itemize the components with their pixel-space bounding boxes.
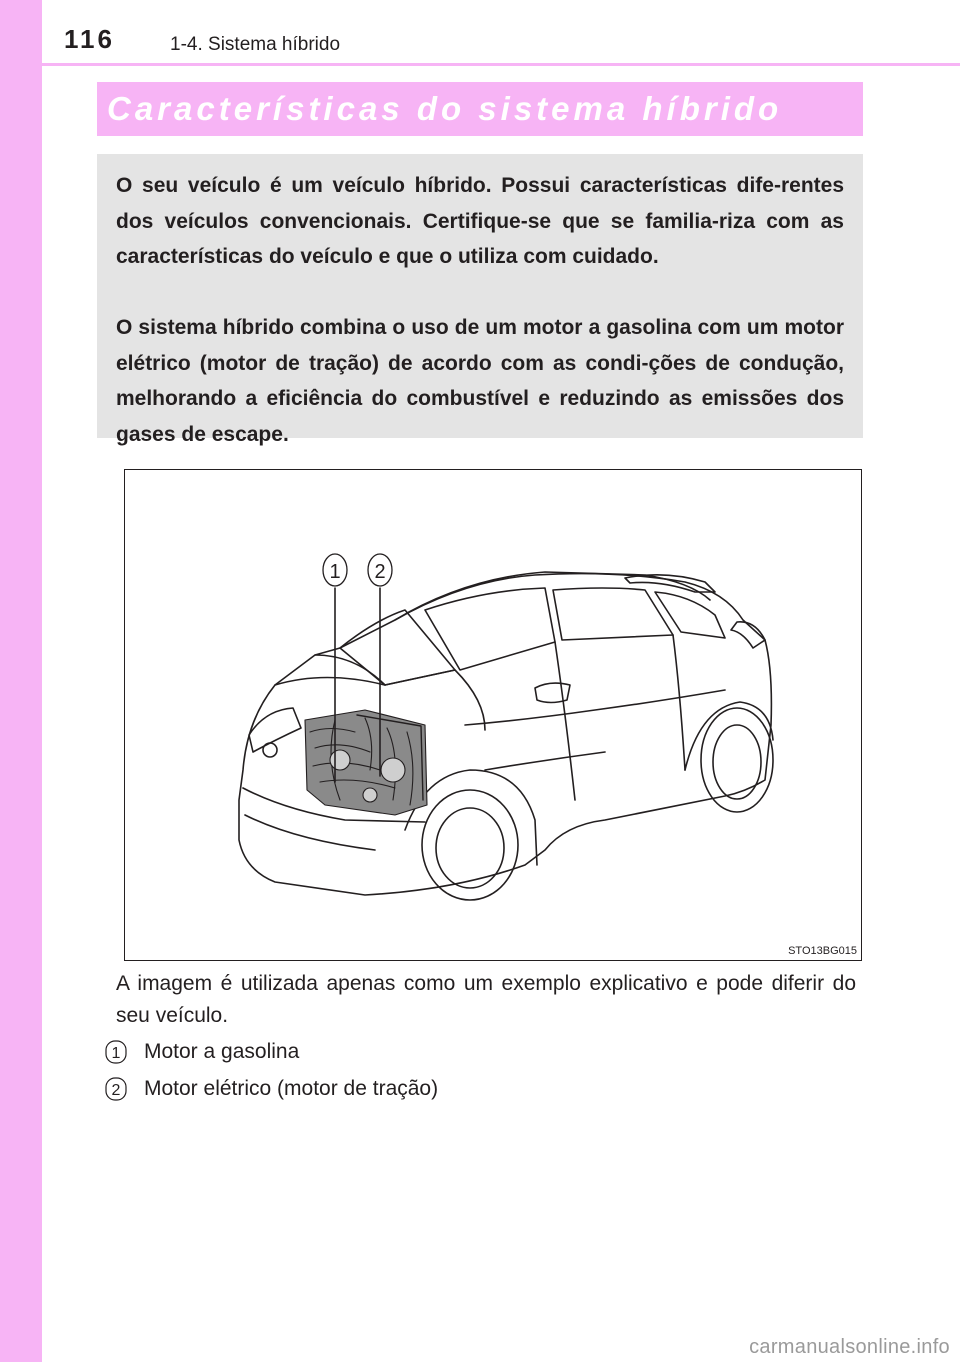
car-rear-window [655,592,725,638]
legend-1-label: Motor a gasolina [144,1040,300,1063]
page-number: 116 [64,24,115,54]
rear-wheel-rim [713,725,761,799]
car-door-line [555,642,575,800]
car-roof-line [395,572,710,620]
car-illustration [125,470,861,960]
rear-wheel [701,708,773,812]
callout-1-number: 1 [329,561,341,583]
section-title: Características do sistema híbrido [107,90,783,127]
svg-text:1: 1 [111,1045,121,1062]
watermark: carmanualsonline.info [749,1336,950,1358]
figure-caption: A imagem é utilizada apenas como um exemplo explicativo e pode diferir do seu veículo. [116,972,856,1027]
intro-box [97,154,863,446]
rear-wheel-arch [685,702,773,770]
chapter-heading: 1-4. Sistema híbrido [170,34,341,55]
legend-2-label: Motor elétrico (motor de tração) [144,1077,439,1100]
header-rule [42,63,960,66]
section-title-bar [97,82,863,136]
callout-2-number: 2 [374,561,386,583]
engine-assembly [305,710,427,815]
car-side-window-rear [553,588,673,640]
legend-2-badge [105,1077,127,1101]
side-tab-strip [0,0,42,1362]
figure-code: STO13BG015 [788,945,857,957]
intro-paragraph-2: O sistema híbrido combina o uso de um motor a gasolina com um motor elétrico (motor de tração) de acordo com as condi-ções de condução, melhorando a eficiência do combustível e reduzindo as emissões dos gases de escape. [116,316,844,446]
front-wheel-rim [436,808,504,888]
car-fog-light [263,743,277,757]
hybrid-car-figure [124,469,862,961]
intro-paragraph-1: O seu veículo é um veículo híbrido. Possui características dife-rentes dos veículos convencionais. Certifique-se que se familia-riza com as características do veículo e que o utiliza com cuidado. [116,174,844,268]
car-mirror [535,683,570,702]
legend-1-badge [105,1040,127,1064]
svg-text:2: 2 [111,1082,121,1099]
